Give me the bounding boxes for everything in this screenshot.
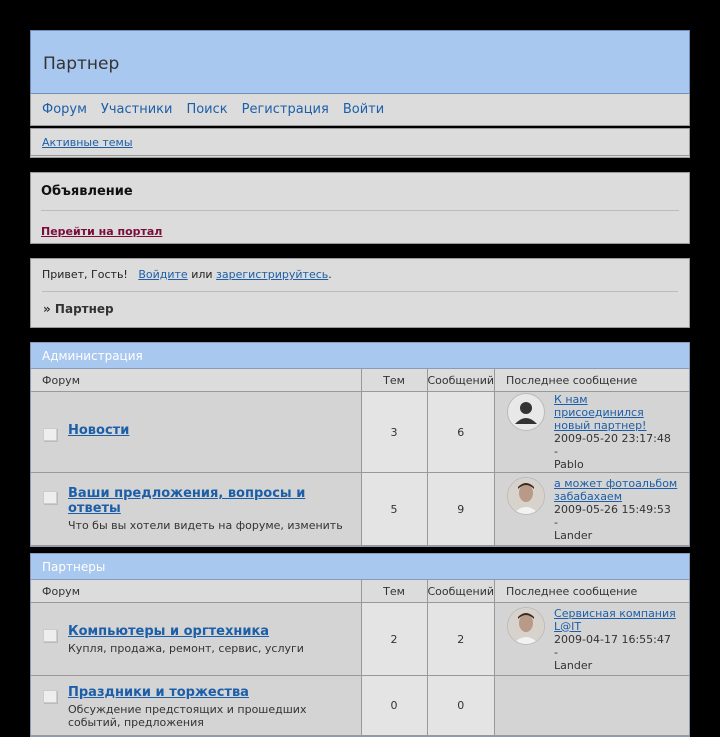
last-post-date: 2009-05-26 15:49:53 - (554, 502, 671, 529)
category-administration (30, 342, 690, 547)
register-link[interactable]: зарегистрируйтесь (216, 268, 329, 281)
forum-cell (31, 473, 361, 546)
table-row (31, 603, 689, 676)
col-posts: Сообщений (427, 369, 495, 392)
or-text: или (191, 268, 213, 281)
forum-table (31, 369, 689, 546)
last-post-link[interactable]: К нам присоединился новый партнер! (554, 393, 647, 432)
site-title: Партнер (43, 54, 120, 74)
nav-login[interactable]: Войти (342, 102, 385, 117)
last-post-link[interactable]: а может фотоальбом забабахаем (554, 476, 678, 503)
portal-link[interactable]: Перейти на портал (41, 225, 163, 238)
forum-description: Купля, продажа, ремонт, сервис, услуги (68, 641, 304, 655)
divider (41, 210, 679, 211)
last-post-cell (495, 392, 689, 473)
category-header: Партнеры (31, 554, 689, 580)
posts-count: 9 (427, 473, 495, 546)
forum-title-link[interactable]: Праздники и торжества (68, 685, 249, 700)
col-posts: Сообщений (427, 580, 495, 603)
forum-title-link[interactable]: Новости (68, 423, 130, 438)
forum-cell (31, 603, 361, 676)
divider (42, 291, 678, 292)
col-topics: Тем (361, 369, 427, 392)
last-post-user: Pablo (554, 458, 584, 471)
announcement-heading: Объявление (41, 184, 133, 199)
nav-register[interactable]: Регистрация (241, 102, 329, 117)
sub-nav (30, 128, 690, 158)
forum-description: Что бы вы хотели видеть на форуме, изменить (68, 519, 343, 532)
posts-count: 2 (427, 603, 495, 676)
col-last-post: Последнее сообщение (495, 580, 689, 603)
default-user-icon[interactable] (507, 393, 545, 431)
period-text: . (328, 268, 332, 281)
last-post-user: Lander (554, 658, 593, 672)
category-header: Администрация (31, 343, 689, 369)
site-header (30, 30, 690, 94)
topics-count: 2 (361, 603, 427, 676)
topics-count: 5 (361, 473, 427, 546)
topics-count: 3 (361, 392, 427, 473)
forum-description: Обсуждение предстоящих и прошедших событий, предложения (68, 703, 307, 729)
col-last-post: Последнее сообщение (495, 369, 689, 392)
table-row (31, 392, 689, 473)
last-post-cell (495, 473, 689, 546)
last-post-user: Lander (554, 528, 593, 542)
greeting-line (42, 268, 678, 281)
announcement-box (30, 172, 690, 244)
table-row (31, 473, 689, 546)
forum-status-icon (43, 428, 57, 441)
user-photo-icon[interactable] (507, 477, 545, 515)
active-topics-link[interactable]: Активные темы (42, 135, 133, 149)
welcome-box (30, 258, 690, 328)
login-link[interactable]: Войдите (138, 268, 188, 281)
forum-status-icon (43, 629, 57, 642)
table-row (31, 676, 689, 736)
forum-cell (31, 392, 361, 473)
nav-members[interactable]: Участники (100, 102, 173, 117)
nav-forum[interactable]: Форум (42, 102, 87, 117)
user-photo-icon[interactable] (507, 607, 545, 645)
posts-count: 6 (427, 392, 495, 473)
breadcrumb: » Партнер (43, 302, 114, 316)
forum-status-icon (43, 491, 57, 504)
forum-status-icon (43, 690, 57, 703)
table-header-row (31, 580, 689, 603)
last-post-cell (495, 603, 689, 676)
topics-count: 0 (361, 676, 427, 736)
col-forum: Форум (31, 369, 361, 392)
table-header-row (31, 369, 689, 392)
greeting-text: Привет, Гость! (42, 268, 128, 281)
page-wrapper (30, 30, 690, 737)
main-nav (30, 94, 690, 126)
col-topics: Тем (361, 580, 427, 603)
last-post-date: 2009-05-20 23:17:48 - (554, 432, 671, 458)
last-post-cell (495, 676, 689, 736)
forum-table (31, 580, 689, 736)
last-post-link[interactable]: Сервисная компания L@IT (554, 606, 676, 633)
forum-cell (31, 676, 361, 736)
forum-title-link[interactable]: Ваши предложения, вопросы и ответы (68, 486, 306, 516)
posts-count: 0 (427, 676, 495, 736)
last-post-date: 2009-04-17 16:55:47 - (554, 632, 671, 659)
nav-search[interactable]: Поиск (186, 102, 228, 117)
col-forum: Форум (31, 580, 361, 603)
category-partners (30, 553, 690, 737)
forum-title-link[interactable]: Компьютеры и оргтехника (68, 623, 270, 639)
